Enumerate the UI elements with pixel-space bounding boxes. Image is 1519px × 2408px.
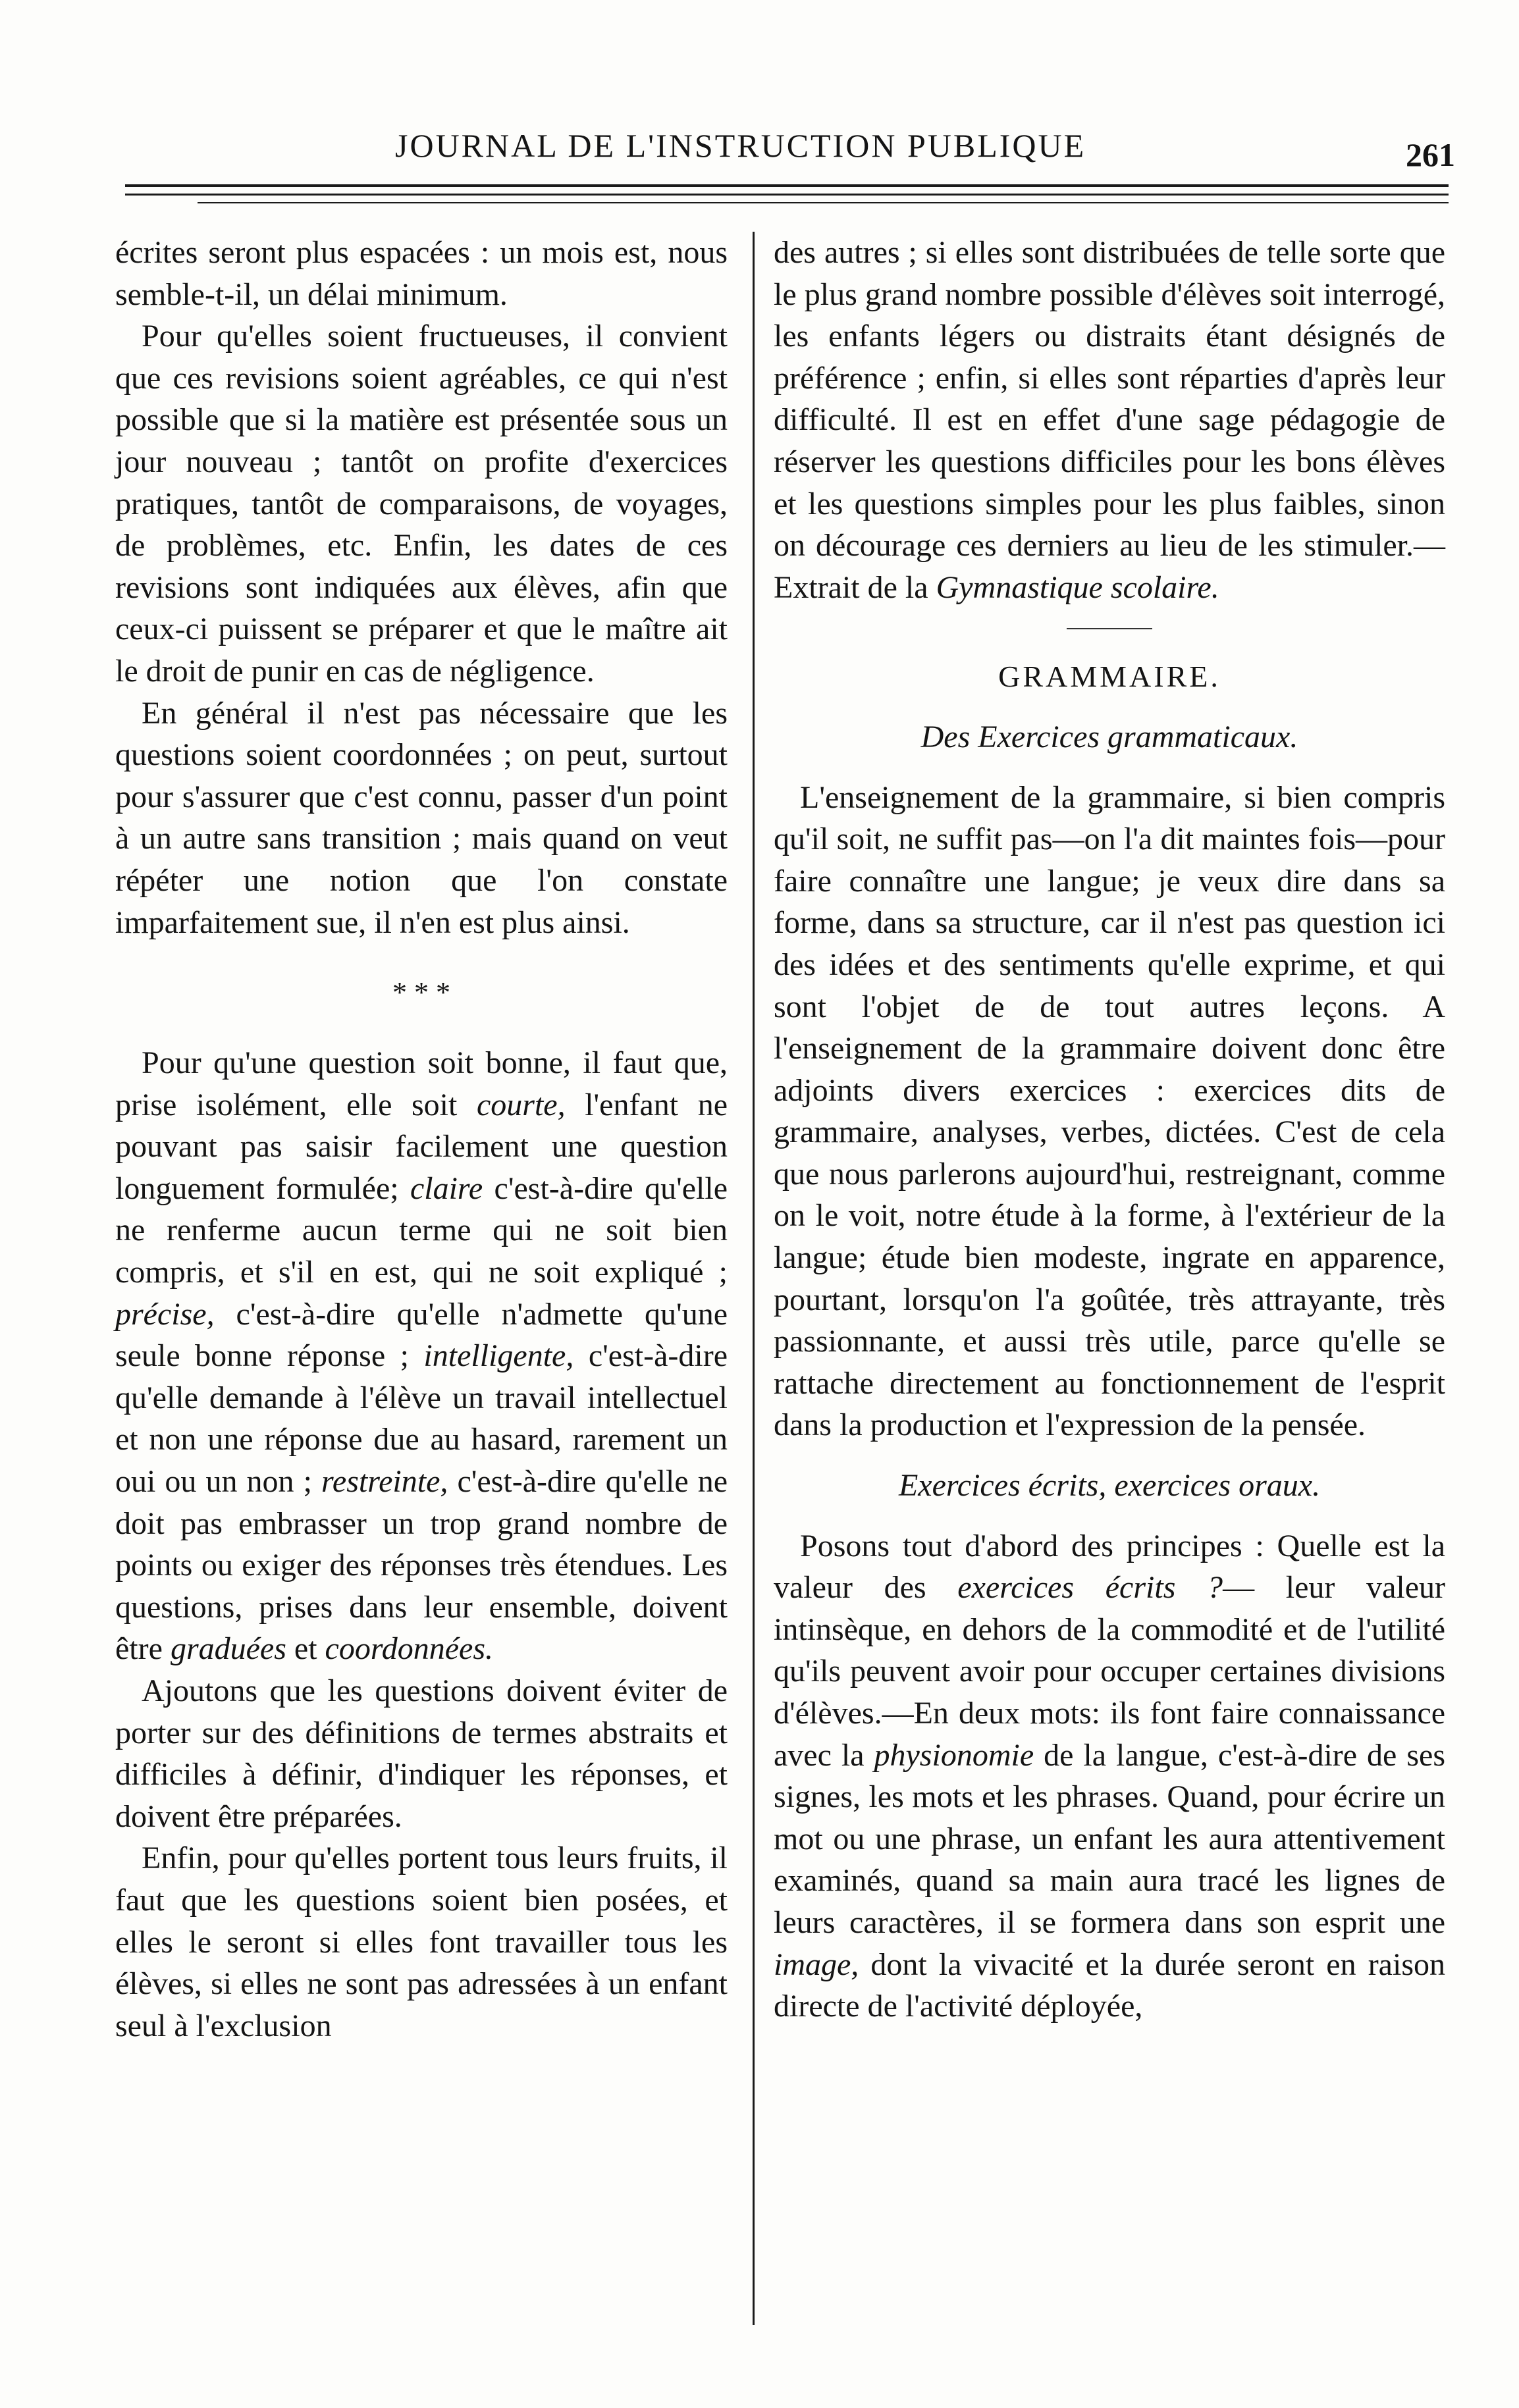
paragraph-avoid-definitions: Ajoutons que les questions doivent éviter de porter sur des définitions de termes abstraits et difficiles à définir, d'indiquer les réponses, et doivent être préparées. [115,1673,728,1834]
paragraph-distribution: des autres ; si elles sont distribuées de telle sorte que le plus grand nombre possible d'élèves soit interrogé, les enfants légers ou distraits étant désignés de préférence ; enfin, si elles sont réparties d'après leur difficulté. Il est en effet d'une sage pédagogie de réserver les questions difficiles pour les bons élèves et les questions simples pour les plus faibles, sinon on décourage ces derniers au lieu de les stimuler.—Extrait de la Gymnastique scolaire. [774,235,1445,605]
paragraph-revisions-agreeable: Pour qu'elles soient fructueuses, il convient que ces revisions soient agréables, ce qui n'est possible que si la matière est présentée sous un jour nouveau ; tantôt on profite d'exercices pratiques, tantôt de comparaisons, de voyages, de problèmes, etc. Enfin, les dates de ces revisions sont indiquées aux élèves, afin que ceux-ci puissent se préparer et que le maître ait le droit de punir en cas de négligence. [115,319,728,689]
paragraph-well-posed: Enfin, pour qu'elles portent tous leurs fruits, il faut que les questions soient bien posées, et elles le seront si elles font travailler tous les élèves, si elles ne sont pas adressées à un enfant seul à l'exclusion [115,1841,728,2043]
column-divider [753,232,755,2325]
paragraph-grammar-teaching: L'enseignement de la grammaire, si bien compris qu'il soit, ne suffit pas—on l'a dit maintes fois—pour faire connaître une langue; je veux dire dans sa forme, dans sa structure, car il n'est pas question ici des idées et des sentiments qu'elle exprime, et qui sont l'objet de de tout autres leçons. A l'enseignement de la grammaire doivent donc être adjoints divers exercices : exercices dits de grammaire, analyses, verbes, dictées. C'est de cela que nous parlerons aujourd'hui, restreignant, comme on le voit, notre étude à la forme, à l'extérieur de la langue; étude bien modeste, ingrate en apparence, pourtant, lorsqu'on l'a goûtée, très attrayante, très passionnante, et aussi très utile, parce qu'elle se rattache directement au fonctionnement de l'esprit dans la production et l'expression de la pensée. [774,779,1445,1443]
right-column [774,232,1445,2028]
paragraph-revisions-spacing: écrites seront plus espacées : un mois est, nous semble-t-il, un délai minimum. [115,235,728,312]
subsection-title: Exercices écrits, exercices oraux. [898,1468,1321,1504]
header-rule-middle [125,194,1449,196]
journal-title: JOURNAL DE L'INSTRUCTION PUBLIQUE [395,127,1086,164]
running-header [119,126,1455,172]
page-number: 261 [1406,136,1455,173]
section-asterisks: * * * [392,976,450,1009]
header-rule-thick [125,184,1449,187]
header-rule-thin [198,202,1449,203]
paragraph-good-question: Pour qu'une question soit bonne, il faut que, prise isolément, elle soit courte, l'enfant ne pouvant pas saisir facilement une question longuement formulée; claire c'est-à-dire qu'elle ne renferme aucun terme qui ne soit bien compris, et s'il en est, qui ne soit expliqué ; précise, c'est-à-dire qu'elle n'admette qu'une seule bonne réponse ; intelligente, c'est-à-dire qu'elle demande à l'élève un travail intellectuel et non une réponse due au hasard, rarement un oui ou un non ; restreinte, c'est-à-dire qu'elle ne doit pas embrasser un trop grand nombre de points ou exiger des réponses très étendues. Les questions, prises dans leur ensemble, doivent être graduées et coordonnées. [115,1045,728,1667]
paragraph-principles: Posons tout d'abord des principes : Quelle est la valeur des exercices écrits ?— leur valeur intinsèque, en dehors de la commodité et de l'utilité qu'ils peuvent avoir pour occuper certaines divisions d'élèves.—En deux mots: ils font faire connaissance avec la physionomie de la langue, c'est-à-dire de ses signes, les mots et les phrases. Quand, pour écrire un mot ou une phrase, un enfant les aura attentivement examinés, quand sa main aura tracé les lignes de leurs caractères, il se formera dans son esprit une image, dont la vivacité et la durée seront en raison directe de l'activité déployée, [774,1528,1445,2024]
section-title: GRAMMAIRE. [998,660,1221,694]
paragraph-coordination: En général il n'est pas nécessaire que les questions soient coordonnées ; on peut, surtout pour s'assurer que c'est connu, passer d'un point à un autre sans transition ; mais quand on veut répéter une notion que l'on constate imparfaitement sue, il n'en est plus ainsi. [115,695,728,940]
section-subtitle: Des Exercices grammaticaux. [920,719,1298,754]
left-column [115,232,728,2047]
source-citation: Gymnastique scolaire. [936,569,1219,605]
section-separator [1067,628,1152,629]
